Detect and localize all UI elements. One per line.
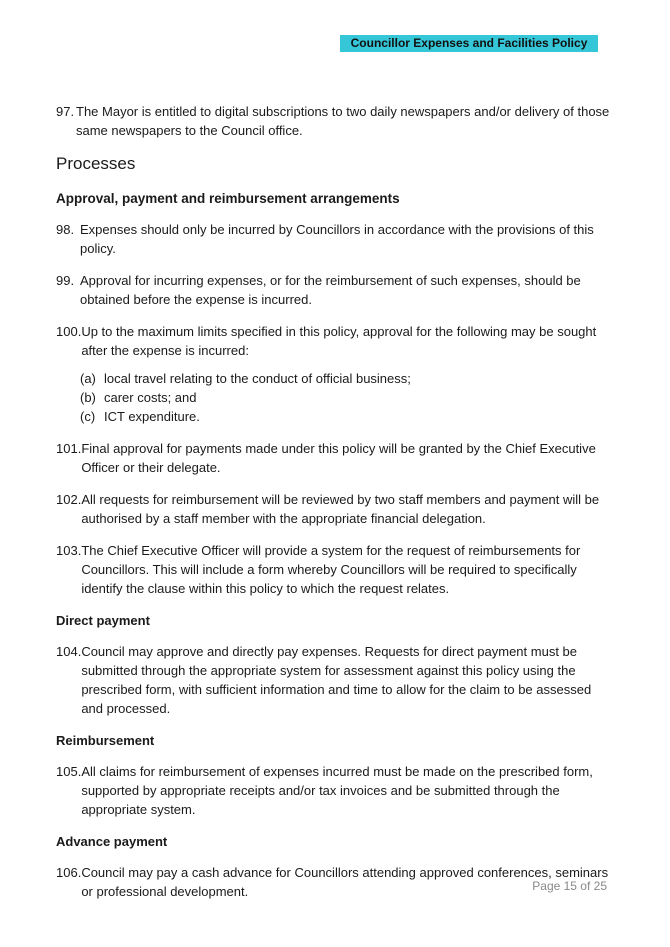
clause-number: 102. [56, 492, 82, 507]
clause-102 [56, 490, 612, 528]
sublist-label: (c) [80, 409, 96, 424]
subsection-heading-advance-payment: Advance payment [56, 834, 168, 849]
clause-number: 106. [56, 865, 82, 880]
clause-105 [56, 762, 612, 819]
clause-text: Up to the maximum limits specified in this policy, approval for the following may be sought after the expense is incurred: [81, 324, 597, 358]
clause-text: The Chief Executive Officer will provide a system for the request of reimbursements for Councillors. This will include a form whereby Councillors will be required to specifically identify the clause within this policy to which the request relates. [81, 543, 581, 596]
clause-100 [56, 322, 612, 360]
document-body [56, 102, 612, 914]
clause-100-sublist [80, 369, 612, 426]
subsection-heading-direct-payment: Direct payment [56, 613, 150, 628]
document-header-title: Councillor Expenses and Facilities Policy [340, 35, 598, 52]
clause-number: 103. [56, 543, 82, 558]
subsection-heading-approval: Approval, payment and reimbursement arrangements [56, 191, 400, 206]
clause-97 [56, 102, 612, 140]
clause-number: 105. [56, 764, 82, 779]
clause-text: Expenses should only be incurred by Councillors in accordance with the provisions of this policy. [80, 222, 594, 256]
clause-number: 98. [56, 222, 75, 237]
clause-text: Final approval for payments made under this policy will be granted by the Chief Executive Officer or their delegate. [81, 441, 596, 475]
sublist-label: (b) [80, 390, 96, 405]
sublist-label: (a) [80, 371, 96, 386]
clause-text: Approval for incurring expenses, or for the reimbursement of such expenses, should be obtained before the expense is incurred. [80, 273, 581, 307]
sublist-text: ICT expenditure. [104, 409, 200, 424]
clause-98 [56, 220, 612, 258]
clause-text: Council may pay a cash advance for Councillors attending approved conferences, seminars or professional development. [81, 865, 609, 899]
subsection-heading-reimbursement: Reimbursement [56, 733, 155, 748]
clause-99 [56, 271, 612, 309]
sublist-text: carer costs; and [104, 390, 197, 405]
clause-number: 97. [56, 104, 75, 119]
clause-text: Council may approve and directly pay expenses. Requests for direct payment must be submitted through the appropriate system for assessment against this policy using the prescribed form, with sufficient information and time to allow for the claim to be assessed and processed. [81, 644, 592, 716]
clause-number: 101. [56, 441, 82, 456]
clause-106 [56, 863, 612, 901]
clause-number: 99. [56, 273, 75, 288]
sublist-item-a [80, 369, 612, 388]
clause-text: The Mayor is entitled to digital subscriptions to two daily newspapers and/or delivery of those same newspapers to the Council office. [76, 104, 610, 138]
page-number: Page 15 of 25 [532, 879, 607, 893]
clause-103 [56, 541, 612, 598]
clause-text: All requests for reimbursement will be reviewed by two staff members and payment will be authorised by a staff member with the appropriate financial delegation. [81, 492, 600, 526]
sublist-item-c [80, 407, 612, 426]
sublist-text: local travel relating to the conduct of official business; [104, 371, 411, 386]
clause-101 [56, 439, 612, 477]
clause-number: 100. [56, 324, 82, 339]
clause-text: All claims for reimbursement of expenses incurred must be made on the prescribed form, supported by appropriate receipts and/or tax invoices and be submitted through the appropriate system. [81, 764, 593, 817]
clause-104 [56, 642, 612, 718]
clause-number: 104. [56, 644, 82, 659]
sublist-item-b [80, 388, 612, 407]
section-heading-processes: Processes [56, 154, 136, 173]
